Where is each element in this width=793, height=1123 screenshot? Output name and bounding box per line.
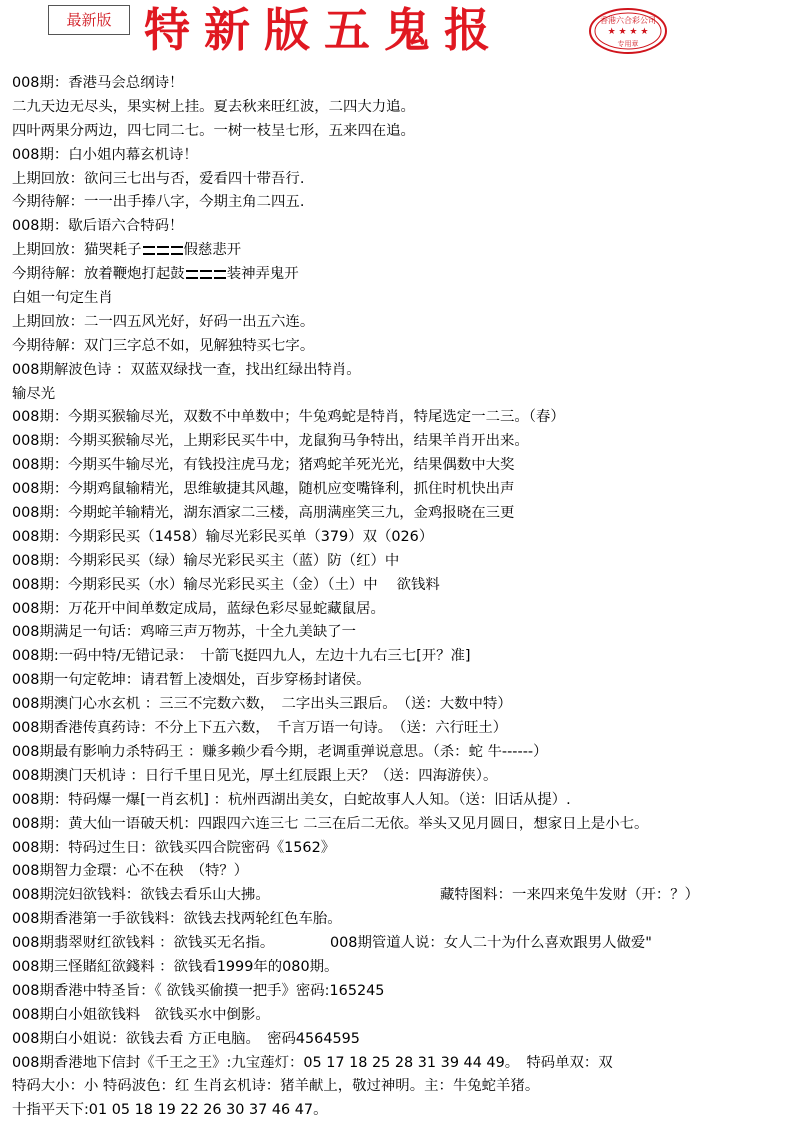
block-glyph-icon: [157, 246, 169, 255]
block-glyph-icon: [200, 270, 212, 279]
text-line: [12, 645, 787, 669]
svg-text:香港六合彩公司: 香港六合彩公司: [600, 16, 656, 25]
line-text: 白姐一句定生肖: [12, 290, 113, 307]
text-line: [12, 239, 787, 263]
text-line: [12, 215, 787, 239]
text-line: [12, 168, 787, 192]
line-text: 008期：白小姐内幕玄机诗！: [12, 146, 198, 163]
line-text: 二九天边无尽头，果实树上挂。夏去秋来旺红波，二四大力追。: [12, 98, 415, 115]
line-text: 008期白小姐欲钱料 欲钱买水中倒影。: [12, 1006, 270, 1023]
line-text: 008期：今期买牛输尽光，有钱投注虎马龙；猪鸡蛇羊死光光，结果偶数中大奖: [12, 457, 515, 474]
block-glyph-icon: [143, 246, 155, 255]
line-text: 008期三怪賭紅欲錢料 ：欲钱看1999年的080期。: [12, 958, 339, 975]
line-text: 008期解波色诗 ：双蓝双绿找一查，找出红绿出特肖。: [12, 361, 361, 378]
line-text: 上期回放：猫哭耗子 假慈悲开: [12, 242, 242, 259]
text-line: [12, 932, 787, 956]
line-text: 008期:一码中特/无错记录： 十箭飞挺四九人，左边十九右三七[开？准]: [12, 648, 471, 665]
line-text: 特码大小：小 特码波色：红 生肖玄机诗：猪羊献上，敬过神明。主：牛兔蛇羊猪。: [12, 1078, 540, 1095]
line-text: 008期翡翠财红欲钱料 ：欲钱买无名指。: [12, 935, 275, 952]
text-line: [12, 956, 787, 980]
block-glyph-icon: [186, 270, 198, 279]
line-text: 008期最有影响力杀特码王 ：赚多赖少看今期，老调重弹说意思。（杀：蛇 牛------）: [12, 743, 548, 760]
text-line: [12, 550, 787, 574]
text-content: [12, 72, 787, 1123]
block-glyph-icon: [171, 246, 183, 255]
line-text: 008期：今期买猴输尽光，双数不中单数中；牛兔鸡蛇是特肖，特尾选定一二三。（春）: [12, 409, 565, 426]
text-line: [12, 741, 787, 765]
text-line: [12, 598, 787, 622]
line-text: 008期智力金環：心不在秧 （特？）: [12, 863, 249, 880]
text-line: [12, 621, 787, 645]
text-line: [12, 884, 787, 908]
text-line: [12, 813, 787, 837]
text-line: [12, 717, 787, 741]
text-line: [12, 287, 787, 311]
text-line: [12, 574, 787, 598]
text-line: [12, 1028, 787, 1052]
line-text: 008期：歇后语六合特码！: [12, 218, 184, 235]
text-line: [12, 311, 787, 335]
line-text: 008期：香港马会总纲诗！: [12, 75, 184, 91]
line-text: 008期白小姐说：欲钱去看 方正电脑。 密码4564595: [12, 1030, 360, 1047]
line-text: 008期：今期彩民买（1458）输尽光彩民买单（379）双（026）: [12, 528, 434, 545]
text-line: [12, 669, 787, 693]
text-line: [12, 789, 787, 813]
svg-text:★ ★ ★ ★: ★ ★ ★ ★: [607, 27, 649, 37]
line-text: 008期澳门天机诗 ：日行千里日见光，厚土红辰跟上天？（送：四海游侠）。: [12, 767, 498, 784]
line-text: 008期：今期蛇羊输精光，湖东酒家二三楼，高朋满座笑三九，金鸡报晓在三更: [12, 505, 515, 522]
text-line: [12, 478, 787, 502]
text-line: [12, 359, 787, 383]
line-text: 008期：今期彩民买（绿）输尽光彩民买主（蓝）防（红）中: [12, 552, 400, 569]
text-line: [12, 406, 787, 430]
text-line: [12, 96, 787, 120]
line-side-text: 008期管道人说：女人二十为什么喜欢跟男人做爱": [330, 935, 652, 952]
block-glyph-icon: [214, 270, 226, 279]
line-text: 上期回放：二一四五风光好，好码一出五六连。: [12, 313, 315, 330]
text-line: [12, 191, 787, 215]
text-line: [12, 908, 787, 932]
line-text: 008期香港中特圣旨：《 欲钱买偷摸一把手》密码:165245: [12, 982, 385, 999]
line-side-text: 藏特图料：一来四来兔牛发财（开：？）: [440, 887, 700, 904]
line-text: 008期：万花开中间单数定成局，蓝绿色彩尽显蛇藏鼠居。: [12, 600, 385, 617]
text-line: [12, 430, 787, 454]
text-line: [12, 1075, 787, 1099]
line-text: 008期：今期鸡鼠输精光，思维敏捷其风趣，随机应变嘴锋利，抓住时机快出声: [12, 481, 515, 498]
line-text: 今期待解：一一出手捧八字，今期主角二四五.: [12, 194, 305, 211]
line-text: 上期回放：欲问三七出与否，爱看四十带吾行.: [12, 170, 305, 187]
text-line: [12, 693, 787, 717]
text-line: [12, 1052, 787, 1076]
company-seal-icon: [588, 6, 668, 56]
text-line: [12, 144, 787, 168]
text-line: [12, 72, 787, 96]
text-line: [12, 837, 787, 861]
line-text: 008期一句定乾坤：请君暂上凌烟处，百步穿杨封诸侯。: [12, 672, 371, 689]
line-text: 008期香港第一手欲钱料：欲钱去找两轮红色车胎。: [12, 911, 342, 928]
page-title: 特新版五鬼报: [144, 3, 504, 57]
line-text: 008期香港传真药诗：不分上下五六数， 千言万语一句诗。 （送：六行旺土）: [12, 720, 508, 737]
line-text: 四叶两果分两边，四七同二七。一树一枝呈七形，五来四在追。: [12, 122, 415, 139]
line-text: 008期澳门心水玄机 ：三三不完数六数， 二字出头三跟后。 （送：大数中特）: [12, 696, 512, 713]
text-line: [12, 383, 787, 407]
line-text: 输尽光: [12, 385, 56, 402]
text-line: [12, 263, 787, 287]
text-line: [12, 454, 787, 478]
text-line: [12, 335, 787, 359]
line-text: 008期：今期买猴输尽光，上期彩民买牛中，龙鼠狗马争特出，结果羊肖开出来。: [12, 433, 529, 450]
latest-edition-badge: 最新版: [48, 5, 130, 35]
text-line: [12, 526, 787, 550]
line-text: 008期：今期彩民买（水）输尽光彩民买主（金）（土）中 欲钱料: [12, 576, 440, 593]
line-text: 今期待解：放着鞭炮打起鼓 装神弄鬼开: [12, 266, 299, 283]
line-text: 008期：特码过生日：欲钱买四合院密码《1562》: [12, 839, 336, 856]
line-text: 008期：黄大仙一语破天机：四跟四六连三七 二三在后二无依。举头又见月圆日，想家日上是小七。: [12, 815, 649, 832]
line-text: 十指平天下:01 05 18 19 22 26 30 37 46 47。: [12, 1102, 328, 1119]
text-line: [12, 980, 787, 1004]
line-text: 008期：特码爆一爆[一肖玄机] ：杭州西湖出美女，白蛇故事人人知。（送：旧话从提）.: [12, 791, 571, 808]
text-line: [12, 1004, 787, 1028]
line-text: 008期浣妇欲钱料：欲钱去看乐山大拂。: [12, 887, 270, 904]
text-line: [12, 502, 787, 526]
line-text: 008期满足一句话：鸡啼三声万物苏，十全九美缺了一: [12, 624, 357, 641]
text-line: [12, 860, 787, 884]
line-text: 008期香港地下信封《千王之王》:九宝莲灯：05 17 18 25 28 31 39 44 49。 特码单双：双: [12, 1054, 613, 1071]
text-line: [12, 120, 787, 144]
svg-text:专用章: 专用章: [617, 40, 639, 48]
text-line: [12, 1099, 787, 1123]
line-text: 今期待解：双门三字总不如，见解独特买七字。: [12, 337, 315, 354]
text-line: [12, 765, 787, 789]
